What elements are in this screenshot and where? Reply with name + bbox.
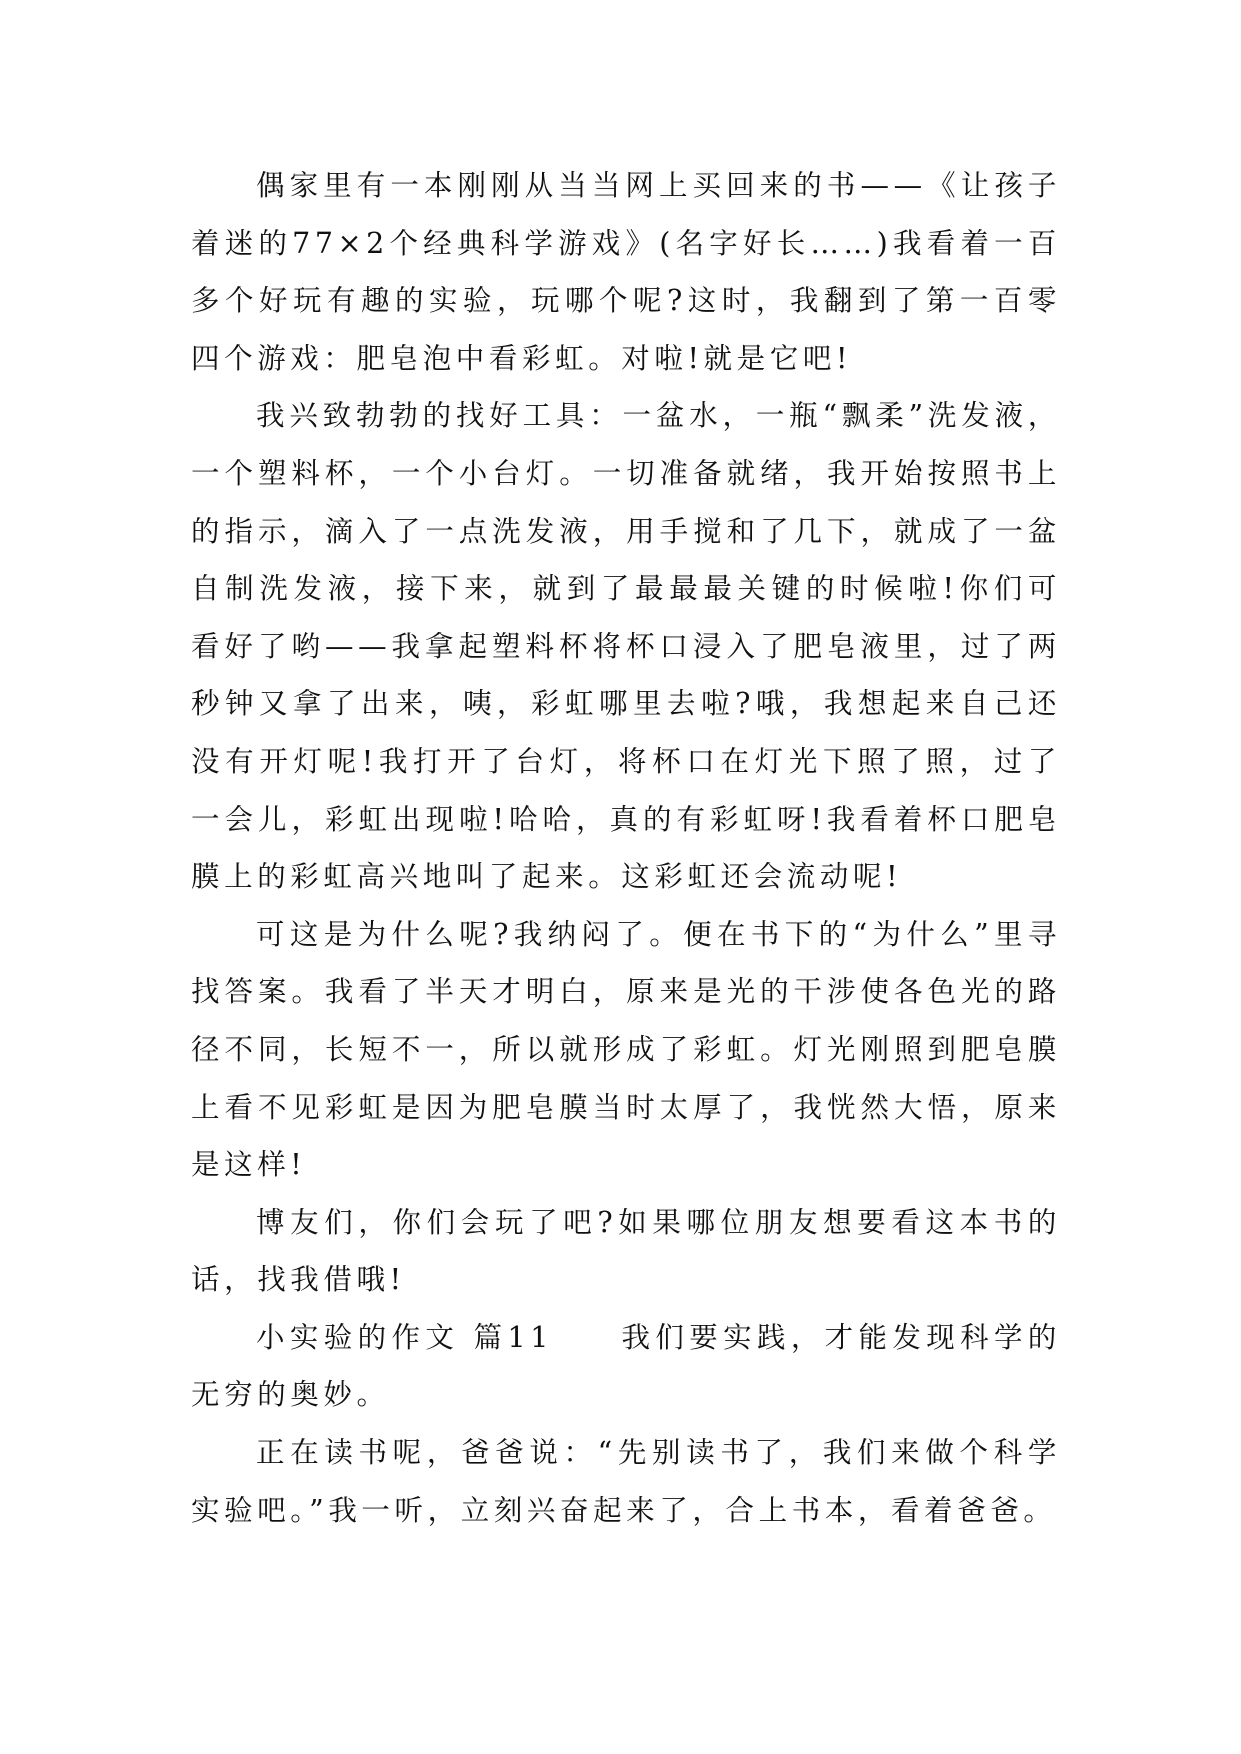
document-body <box>191 157 1061 1539</box>
paragraph-2: 我兴致勃勃的找好工具：一盆水，一瓶“飘柔”洗发液，一个塑料杯，一个小台灯。一切准备就绪，我开始按照书上的指示，滴入了一点洗发液，用手搅和了几下，就成了一盆自制洗发液，接下来，就到了最最最关键的时候啦!你们可看好了哟——我拿起塑料杯将杯口浸入了肥皂液里，过了两秒钟又拿了出来，咦，彩虹哪里去啦?哦，我想起来自己还没有开灯呢!我打开了台灯，将杯口在灯光下照了照，过了一会儿，彩虹出现啦!哈哈，真的有彩虹呀!我看着杯口肥皂膜上的彩虹高兴地叫了起来。这彩虹还会流动呢! <box>191 399 1061 894</box>
paragraph-3: 可这是为什么呢?我纳闷了。便在书下的“为什么”里寻找答案。我看了半天才明白，原来是光的干涉使各色光的路径不同，长短不一，所以就形成了彩虹。灯光刚照到肥皂膜上看不见彩虹是因为肥皂膜当时太厚了，我恍然大悟，原来是这样! <box>191 917 1061 1182</box>
paragraph-5-section-heading: 小实验的作文 篇11 我们要实践，才能发现科学的无穷的奥妙。 <box>191 1320 1061 1412</box>
paragraph-4: 博友们，你们会玩了吧?如果哪位朋友想要看这本书的话，找我借哦! <box>191 1205 1061 1297</box>
paragraph-6: 正在读书呢，爸爸说：“先别读书了，我们来做个科学实验吧。”我一听，立刻兴奋起来了，合上书本，看着爸爸。 <box>191 1436 1061 1527</box>
paragraph-1: 偶家里有一本刚刚从当当网上买回来的书——《让孩子着迷的77×2个经典科学游戏》(名字好长……)我看着一百多个好玩有趣的实验，玩哪个呢?这时，我翻到了第一百零四个游戏：肥皂泡中看彩虹。对啦!就是它吧! <box>191 169 1061 375</box>
